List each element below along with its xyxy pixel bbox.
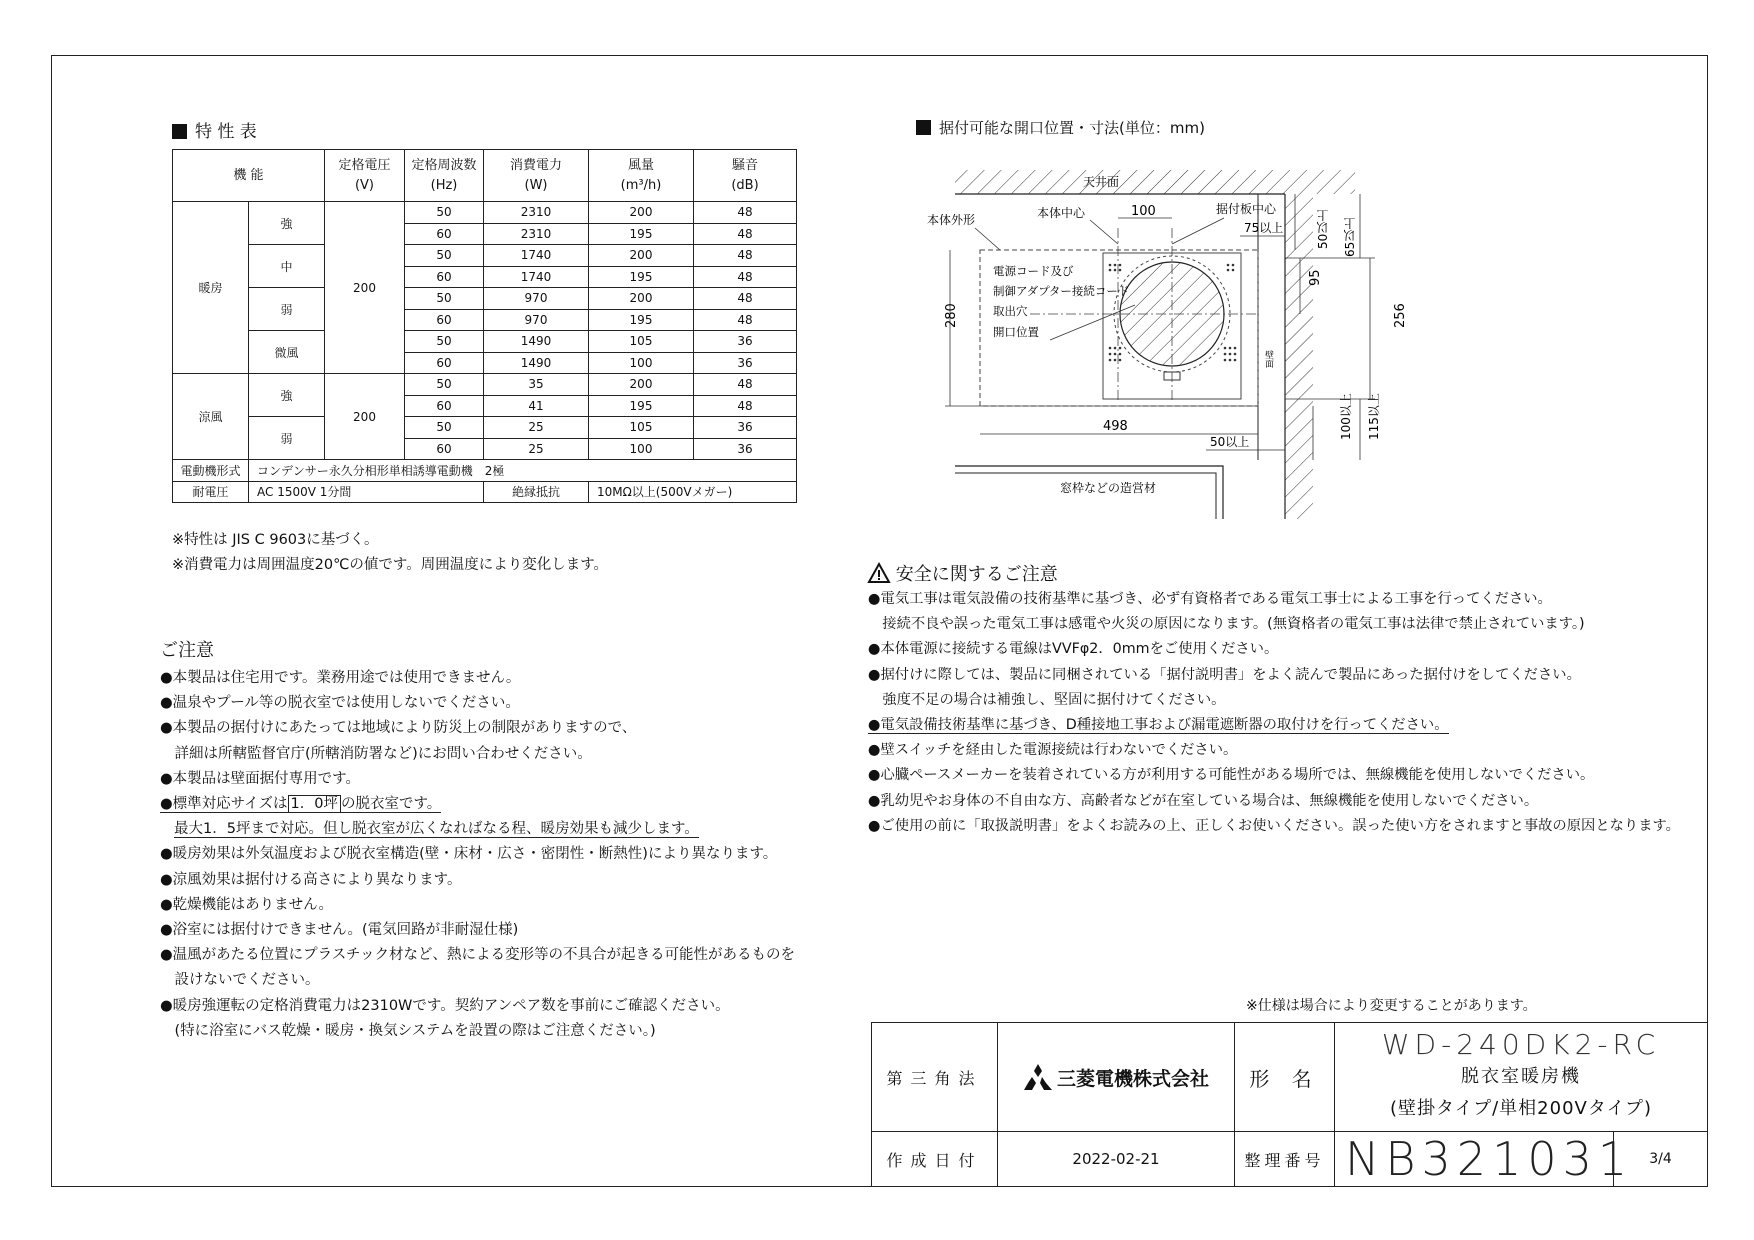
spec-group-name: 涼風 xyxy=(173,374,249,460)
dim-65: 65以上 xyxy=(1343,217,1357,257)
page-number: 3/4 xyxy=(1649,1151,1672,1167)
safety-item: ●壁スイッチを経由した電源接続は行わないでください。 xyxy=(868,742,1238,759)
spec-noise: 48 xyxy=(694,374,797,396)
spec-airflow: 105 xyxy=(589,417,694,439)
spec-row xyxy=(173,202,797,224)
caution-item: ●浴室には据付けできません。(電気回路が非耐湿仕様) xyxy=(160,922,519,939)
caution-item: ●本製品は壁面据付専用です。 xyxy=(160,770,360,787)
cautions-title: ご注意 xyxy=(160,640,214,661)
safety-item: 強度不足の場合は補強し、堅固に据付けてください。 xyxy=(868,691,1226,708)
size-pre: ●標準対応サイズは xyxy=(160,796,288,813)
spec-noise: 36 xyxy=(694,352,797,374)
spec-noise: 36 xyxy=(694,331,797,353)
wall-hatch xyxy=(1285,194,1313,519)
spec-power: 970 xyxy=(484,309,589,331)
spec-voltage: 200 xyxy=(325,374,405,460)
safety-item: ●据付けに際しては、製品に同梱されている「据付説明書」をよく読んで製品にあった据付けをしてください。 xyxy=(868,666,1581,683)
caution-item: ●本製品の据付けにあたっては地域により防災上の制限がありますので、 xyxy=(160,720,637,737)
size-post: の脱衣室です。 xyxy=(340,796,442,813)
spec-airflow: 195 xyxy=(589,266,694,288)
withstand-voltage-label: 耐電圧 xyxy=(173,481,249,503)
spec-airflow: 200 xyxy=(589,245,694,267)
spec-noise: 48 xyxy=(694,202,797,224)
window-label: 窓枠などの造営材 xyxy=(1060,481,1157,495)
spec-airflow: 195 xyxy=(589,223,694,245)
caution-item: 詳細は所轄監督官庁(所轄消防署など)にお問い合わせください。 xyxy=(160,745,592,762)
header-function: 機 能 xyxy=(173,150,325,202)
projection-cell xyxy=(871,1022,998,1132)
spec-frequency: 50 xyxy=(405,374,484,396)
spec-airflow: 200 xyxy=(589,374,694,396)
size-boxed: 1．0坪 xyxy=(288,795,341,813)
safety-item: ●心臓ペースメーカーを装着されている方が利用する可能性がある場所では、無線機能を使用しないでください。 xyxy=(868,767,1595,784)
spec-frequency: 60 xyxy=(405,352,484,374)
dim-498: 498 xyxy=(1103,419,1128,434)
safety-item-underlined xyxy=(868,713,1680,738)
caution-item: ●暖房効果は外気温度および脱衣室構造(壁・床材・広さ・密閉性・断熱性)により異なります。 xyxy=(160,846,778,863)
insulation-value: 10MΩ以上(500Vメガー) xyxy=(589,481,797,503)
cord-label-4: 開口位置 xyxy=(993,325,1039,339)
safety-item: ●ご使用の前に「取扱説明書」をよくお読みの上、正しくお使いください。誤った使い方をされますと事故の原因となります。 xyxy=(868,817,1680,834)
spec-note: ※特性は JIS C 9603に基づく。 xyxy=(172,532,379,548)
spec-row xyxy=(173,417,797,439)
cord-label-2: 制御アダプター接続コード xyxy=(993,284,1130,298)
spec-airflow: 200 xyxy=(589,288,694,310)
dim-100-bottom: 100以上 xyxy=(1339,393,1353,440)
spec-power: 970 xyxy=(484,288,589,310)
motor-label: 電動機形式 xyxy=(173,460,249,482)
spec-mode-name: 強 xyxy=(249,202,325,245)
spec-power: 1740 xyxy=(484,266,589,288)
date-value: 2022-02-21 xyxy=(1072,1150,1160,1168)
warning-icon xyxy=(868,563,890,583)
header-airflow: 風量 (m³/h) xyxy=(589,150,694,202)
spec-row xyxy=(173,374,797,396)
spec-group-name: 暖房 xyxy=(173,202,249,374)
header-frequency: 定格周波数 (Hz) xyxy=(405,150,484,202)
date-cell xyxy=(997,1131,1235,1187)
spec-airflow: 195 xyxy=(589,395,694,417)
cord-label-3: 取出穴 xyxy=(993,304,1028,318)
dim-50-top: 50以上 xyxy=(1316,209,1330,249)
withstand-voltage-value: AC 1500V 1分間 xyxy=(249,481,484,503)
installation-diagram xyxy=(900,160,1408,530)
spec-notes xyxy=(172,528,608,578)
title-block xyxy=(871,1022,1708,1187)
header-noise: 騒音 (dB) xyxy=(694,150,797,202)
spec-row xyxy=(173,245,797,267)
safety-item: ●本体電源に接続する電線はVVFφ2．0mmをご使用ください。 xyxy=(868,641,1279,658)
safety-item-text: ●電気設備技術基準に基づき、D種接地工事および漏電遮断器の取付けを行ってください。 xyxy=(868,717,1449,734)
ref-label: 整理番号 xyxy=(1244,1150,1325,1170)
ref-label-cell xyxy=(1234,1131,1335,1187)
spec-title-text: 特 性 表 xyxy=(195,122,257,142)
spec-note: ※消費電力は周囲温度20℃の値です。周囲温度により変化します。 xyxy=(172,557,609,573)
spec-noise: 48 xyxy=(694,309,797,331)
spec-frequency: 50 xyxy=(405,288,484,310)
spec-frequency: 50 xyxy=(405,202,484,224)
motor-value: コンデンサー永久分相形単相誘導電動機 2極 xyxy=(249,460,797,482)
spec-noise: 36 xyxy=(694,438,797,460)
product-name: 脱衣室暖房機 xyxy=(1461,1066,1581,1087)
spec-mode-name: 弱 xyxy=(249,288,325,331)
size-line2: 最大1．5坪まで対応。但し脱衣室が広くなればなる程、暖房効果も減少します。 xyxy=(174,821,699,838)
diagram-title xyxy=(916,117,1205,138)
date-label: 作成日付 xyxy=(886,1150,983,1170)
spec-noise: 48 xyxy=(694,223,797,245)
caution-item: (特に浴室にバス乾燥・暖房・換気システムを設置の際はご注意ください。) xyxy=(160,1022,656,1039)
cautions-list xyxy=(160,666,795,1044)
spec-noise: 48 xyxy=(694,266,797,288)
dim-115: 115以上 xyxy=(1367,393,1381,440)
spec-row xyxy=(173,331,797,353)
spec-power: 1490 xyxy=(484,331,589,353)
spec-power: 1490 xyxy=(484,352,589,374)
mitsubishi-logo-icon xyxy=(1023,1064,1053,1090)
wall-label: 壁面 xyxy=(1263,350,1273,368)
spec-mode-name: 弱 xyxy=(249,417,325,460)
spec-row xyxy=(173,288,797,310)
dim-95: 95 xyxy=(1308,269,1323,286)
dim-100: 100 xyxy=(1131,204,1156,219)
plate-center-label: 据付板中心 xyxy=(1216,202,1277,216)
spec-power: 41 xyxy=(484,395,589,417)
spec-power: 25 xyxy=(484,417,589,439)
spec-airflow: 105 xyxy=(589,331,694,353)
spec-title xyxy=(172,117,257,142)
spec-power: 2310 xyxy=(484,202,589,224)
cord-label-1: 電源コード及び xyxy=(993,264,1074,278)
page-cell xyxy=(1613,1131,1708,1187)
spec-airflow: 100 xyxy=(589,438,694,460)
model-label-cell xyxy=(1234,1022,1335,1132)
spec-frequency: 60 xyxy=(405,438,484,460)
ceiling-label: 天井面 xyxy=(1083,175,1120,189)
safety-item: 接続不良や誤った電気工事は感電や火災の原因になります。(無資格者の電気工事は法律で禁止されています。) xyxy=(868,616,1585,633)
dim-50-bottom: 50以上 xyxy=(1210,435,1250,449)
safety-title xyxy=(868,560,1058,586)
date-label-cell xyxy=(871,1131,998,1187)
safety-list xyxy=(868,587,1680,839)
ref-cell xyxy=(1334,1131,1634,1187)
diagram-title-text: 据付可能な開口位置・寸法(単位：mm) xyxy=(939,119,1205,137)
body-center-label: 本体中心 xyxy=(1037,206,1086,220)
spec-body xyxy=(173,202,797,460)
safety-title-text: 安全に関するご注意 xyxy=(895,564,1058,585)
body-outline-label: 本体外形 xyxy=(927,213,976,227)
spec-power: 25 xyxy=(484,438,589,460)
spec-noise: 36 xyxy=(694,417,797,439)
dim-75: 75以上 xyxy=(1244,221,1284,235)
spec-frequency: 60 xyxy=(405,395,484,417)
spec-power: 35 xyxy=(484,374,589,396)
spec-frequency: 60 xyxy=(405,266,484,288)
dim-280: 280 xyxy=(944,303,959,328)
caution-item: ●暖房強運転の定格消費電力は2310Wです。契約アンペア数を事前にご確認ください。 xyxy=(160,997,730,1014)
spec-frequency: 60 xyxy=(405,223,484,245)
caution-item: ●乾燥機能はありません。 xyxy=(160,896,334,913)
spec-noise: 48 xyxy=(694,395,797,417)
spec-airflow: 200 xyxy=(589,202,694,224)
spec-change-note: ※仕様は場合により変更することがあります。 xyxy=(1246,998,1537,1014)
safety-item: ●電気工事は電気設備の技術基準に基づき、必ず有資格者である電気工事士による工事を行ってください。 xyxy=(868,591,1552,607)
ceiling-hatch xyxy=(955,170,1355,194)
spec-voltage: 200 xyxy=(325,202,405,374)
header-voltage: 定格電圧 (V) xyxy=(325,150,405,202)
window-frame-inner xyxy=(955,473,1216,519)
spec-frequency: 60 xyxy=(405,309,484,331)
spec-mode-name: 微風 xyxy=(249,331,325,374)
spec-mode-name: 強 xyxy=(249,374,325,417)
spec-mode-name: 中 xyxy=(249,245,325,288)
header-power: 消費電力 (W) xyxy=(484,150,589,202)
spec-airflow: 195 xyxy=(589,309,694,331)
spec-frequency: 50 xyxy=(405,331,484,353)
ref-number: NB321031 xyxy=(1345,1132,1634,1186)
product-sub: (壁掛タイプ/単相200Vタイプ) xyxy=(1390,1098,1652,1119)
square-bullet-icon xyxy=(172,124,187,139)
projection-label: 第三角法 xyxy=(886,1068,983,1088)
caution-item-size-2 xyxy=(160,817,795,842)
caution-item: ●本製品は住宅用です。業務用途では使用できません。 xyxy=(160,670,521,686)
spec-frequency: 50 xyxy=(405,417,484,439)
caution-item-size xyxy=(160,792,795,817)
square-bullet-icon xyxy=(916,120,931,135)
company-cell xyxy=(997,1022,1235,1132)
spec-table xyxy=(172,149,797,503)
spec-noise: 48 xyxy=(694,245,797,267)
spec-power: 2310 xyxy=(484,223,589,245)
spec-frequency: 50 xyxy=(405,245,484,267)
model-number: WD-240DK2-RC xyxy=(1381,1028,1661,1061)
caution-item: ●温泉やプール等の脱衣室では使用しないでください。 xyxy=(160,695,520,712)
safety-item: ●乳幼児やお身体の不自由な方、高齢者などが在室している場合は、無線機能を使用しないでください。 xyxy=(868,792,1539,809)
caution-item: ●温風があたる位置にプラスチック材など、熱による変形等の不具合が起きる可能性があるものを xyxy=(160,947,795,964)
spec-power: 1740 xyxy=(484,245,589,267)
caution-item: 設けないでください。 xyxy=(160,972,320,989)
company-name: 三菱電機株式会社 xyxy=(1056,1067,1209,1090)
model-cell xyxy=(1334,1022,1708,1132)
dim-256: 256 xyxy=(1393,303,1408,328)
insulation-label: 絶縁抵抗 xyxy=(484,481,589,503)
spec-airflow: 100 xyxy=(589,352,694,374)
spec-noise: 48 xyxy=(694,288,797,310)
model-label: 形 名 xyxy=(1249,1066,1320,1091)
caution-item: ●涼風効果は据付ける高さにより異なります。 xyxy=(160,871,462,888)
